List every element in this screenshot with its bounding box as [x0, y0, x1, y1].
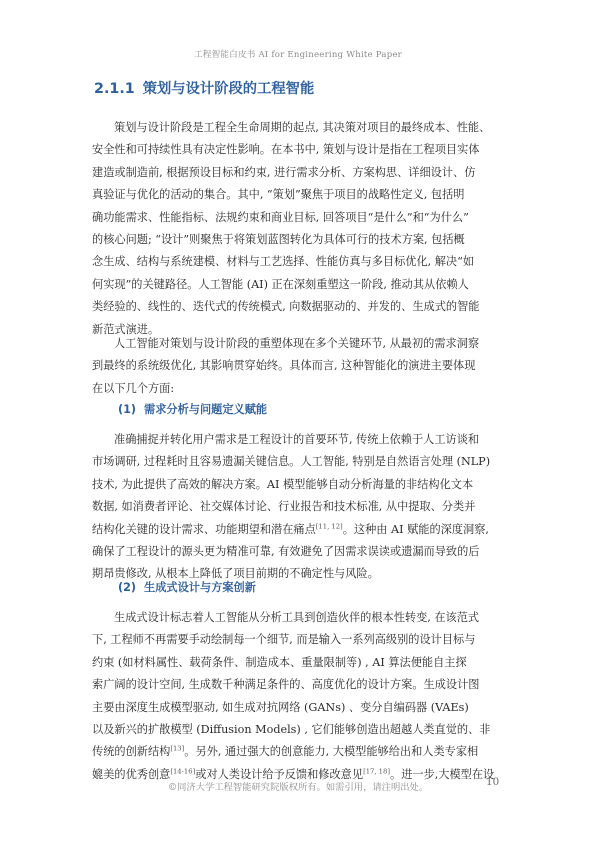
- citation: [14-16]: [170, 767, 196, 775]
- paragraph-line: 市场调研, 过程耗时且容易遗漏关键信息。人工智能, 特别是自然语言处理 (NLP): [92, 455, 491, 469]
- paragraph-line: 新范式演进。: [92, 322, 160, 336]
- paragraph-line: 人工智能对策划与设计阶段的重塑体现在多个关键环节, 从最初的需求洞察: [114, 337, 480, 350]
- subheading-requirements: [118, 401, 267, 417]
- citation: [11, 12]: [315, 521, 343, 530]
- paragraph-line: [92, 519, 512, 541]
- subheading-title: 生成式设计与方案创新: [144, 581, 256, 594]
- paragraph-line: 确功能需求、性能指标、法规约束和商业目标, 回答项目“是什么”和“为什么”: [92, 210, 469, 224]
- paragraph-line: 生成式设计标志着人工智能从分析工具到创造伙伴的根本性转变, 在该范式: [114, 611, 480, 624]
- paragraph-line: [92, 741, 512, 763]
- subheading-number: (1): [118, 403, 137, 416]
- page-number: 10: [486, 776, 500, 788]
- line-text: 媲美的优秀创意: [92, 767, 171, 781]
- paragraph-line: 期昂贵修改, 从根本上降低了项目前期的不确定性与风险。: [92, 567, 379, 581]
- footer-copyright: ©同济大学工程智能研究院版权所有。如需引用，请注明出处。: [167, 782, 429, 793]
- subheading-generative-design: [118, 579, 256, 595]
- line-text: 传统的创新结构: [92, 745, 171, 759]
- section-number: 2.1.1: [94, 81, 135, 97]
- line-text: 。另外, 通过强大的创意能力, 大模型能够给出和人类专家相: [184, 745, 479, 759]
- paragraph-line: 准确捕捉并转化用户需求是工程设计的首要环节, 传统上依赖于人工访谈和: [114, 433, 480, 446]
- line-text: 。进一步,大模型在设: [390, 767, 495, 781]
- subheading-title: 需求分析与问题定义赋能: [144, 403, 268, 416]
- paragraph-line: 约束 (如材料属性、载荷条件、制造成本、重量限制等) , AI 算法便能自主探: [92, 655, 467, 669]
- paragraph-line: 到最终的系统级优化, 其影响贯穿始终。具体而言, 这种智能化的演进主要体现: [92, 359, 476, 373]
- subheading-number: (2): [118, 581, 137, 594]
- paragraph-generative-design: [92, 607, 512, 786]
- paragraph-line: 技术, 为此提供了高效的解决方案。AI 模型能够自动分析海量的非结构化文本: [92, 477, 474, 491]
- paragraph-line: 安全性和可持续性具有决定性影响。在本书中, 策划与设计是指在工程项目实体: [92, 143, 480, 157]
- paragraph-overview: [92, 333, 512, 400]
- line-text: 或对人类设计给予反馈和修改意见: [195, 767, 364, 781]
- paragraph-line: 的核心问题; “设计”则聚焦于将策划蓝图转化为具体可行的技术方案, 包括概: [92, 232, 465, 246]
- paragraph-line: 主要由深度生成模型驱动, 如生成对抗网络 (GANs) 、变分自编码器 (VAEs): [92, 700, 469, 714]
- paragraph-intro: [92, 117, 512, 341]
- paragraph-line: 策划与设计阶段是工程全生命周期的起点, 其决策对项目的最终成本、性能、: [114, 121, 491, 134]
- paragraph-line: 建造或制造前, 根据预设目标和约束, 进行需求分析、方案构思、详细设计、仿: [92, 165, 476, 179]
- paragraph-line: 确保了工程设计的源头更为精准可靠, 有效避免了因需求误读或遗漏而导致的后: [92, 544, 480, 558]
- paragraph-line: 以及新兴的扩散模型 (Diffusion Models) , 它们能够创造出超越人类直觉的、非: [92, 722, 491, 736]
- citation: [17, 18]: [363, 767, 390, 775]
- citation: [13]: [170, 744, 185, 753]
- paragraph-line: 何实现”的关键路径。人工智能 (AI) 正在深刻重塑这一阶段, 推动其从依赖人: [92, 277, 469, 291]
- paragraph-line: 索广阔的设计空间, 生成数千种满足条件的、高度优化的设计方案。生成设计图: [92, 678, 480, 692]
- paragraph-line: 类经验的、线性的、迭代式的传统模式, 向数据驱动的、并发的、生成式的智能: [92, 300, 480, 314]
- paragraph-line: 真验证与优化的活动的集合。其中, “策划”聚焦于项目的战略性定义, 包括明: [92, 188, 465, 202]
- paragraph-line: 念生成、结构与系统建模、材料与工艺选择、性能仿真与多目标优化, 解决“如: [92, 255, 475, 269]
- line-text: 结构化关键的设计需求、功能期望和潜在痛点: [92, 522, 316, 536]
- section-heading: [94, 78, 314, 98]
- section-title: 策划与设计阶段的工程智能: [142, 81, 315, 97]
- paragraph-line: 在以下几个方面:: [92, 381, 175, 395]
- running-header: 工程智能白皮书 AI for Engineering White Paper: [193, 50, 402, 60]
- paragraph-line: 数据, 如消费者评论、社交媒体讨论、行业报告和技术标准, 从中提取、分类并: [92, 500, 476, 514]
- paragraph-line: 下, 工程师不再需要手动绘制每一个细节, 而是输入一系列高级别的设计目标与: [92, 633, 476, 647]
- paragraph-requirements: [92, 429, 512, 586]
- line-text: 。这种由 AI 赋能的深度洞察,: [342, 522, 489, 536]
